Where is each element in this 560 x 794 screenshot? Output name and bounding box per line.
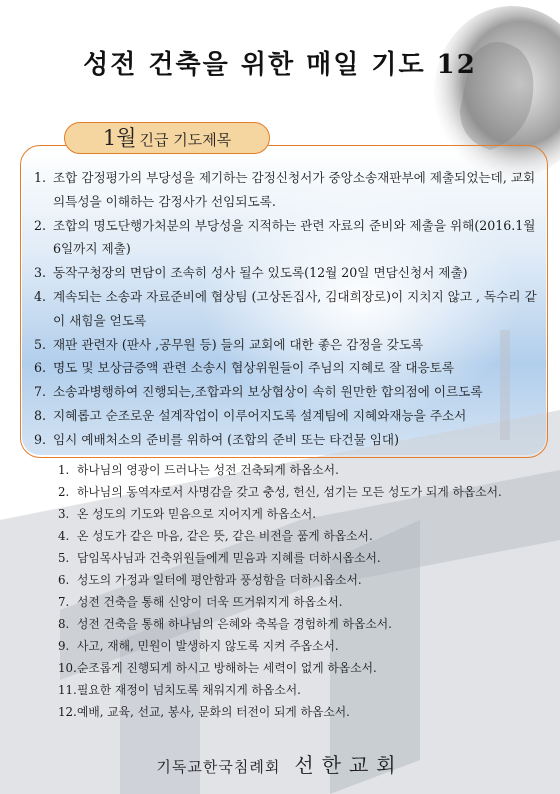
item-number: 2.: [34, 217, 47, 233]
item-number: 6.: [58, 573, 70, 587]
daily-prayer-list: [58, 459, 542, 723]
daily-item: [58, 525, 542, 547]
item-number: 10.: [58, 661, 77, 675]
church-name: 선한교회: [294, 753, 404, 777]
daily-item: [58, 503, 542, 525]
item-number: 2.: [58, 485, 70, 499]
item-number: 3.: [58, 507, 70, 521]
urgent-item: [34, 261, 544, 285]
item-number: 12.: [58, 705, 77, 719]
denomination-name: 기독교한국침례회: [156, 758, 281, 776]
item-text: 지혜롭고 순조로운 설계작업이 이루어지도록 설계팀에 지혜와재능을 주소서: [53, 407, 467, 423]
item-text: 성전 건축을 통해 신앙이 더욱 뜨거워지게 하옵소서.: [77, 595, 343, 609]
item-number: 3.: [34, 265, 47, 281]
item-number: 9.: [34, 431, 47, 447]
urgent-item: [34, 166, 544, 214]
item-number: 5.: [34, 336, 47, 352]
church-signature: [0, 749, 560, 778]
item-text: 예배, 교육, 선교, 봉사, 문화의 터전이 되게 하옵소서.: [77, 705, 350, 719]
urgent-prayer-list: [34, 166, 544, 452]
daily-item: [58, 591, 542, 613]
daily-item: [58, 547, 542, 569]
item-number: 4.: [58, 529, 70, 543]
item-number: 5.: [58, 551, 70, 565]
daily-item: [58, 613, 542, 635]
item-text: 하나님의 영광이 드러나는 성전 건축되게 하옵소서.: [77, 463, 339, 477]
item-text: 필요한 재정이 넘치도록 채워지게 하옵소서.: [77, 683, 301, 697]
daily-item: [58, 569, 542, 591]
item-text: 동작구청장의 면담이 조속히 성사 될수 있도록(12월 20일 면담신청서 제출): [53, 265, 468, 281]
urgent-item: [34, 333, 544, 357]
item-text: 명도 및 보상금증액 관련 소송시 협상위원들이 주님의 지혜로 잘 대응토록: [53, 360, 454, 376]
item-number: 9.: [58, 639, 70, 653]
urgent-item: [34, 356, 544, 380]
item-text: 온 성도가 같은 마음, 같은 뜻, 같은 비전을 품게 하옵소서.: [77, 529, 373, 543]
daily-item: [58, 481, 542, 503]
item-number: 1.: [34, 170, 47, 185]
item-text: 임시 예배처소의 준비를 위하여 (조합의 준비 또는 타건물 임대): [53, 431, 399, 447]
tab-month: 1월: [102, 126, 137, 150]
item-number: 8.: [58, 617, 70, 631]
item-number: 1.: [58, 463, 70, 477]
item-text: 하나님의 동역자로서 사명감을 갖고 충성, 헌신, 섬기는 모든 성도가 되게 하옵소서.: [77, 485, 502, 499]
item-number: 7.: [58, 595, 70, 609]
item-number: 6.: [34, 360, 47, 376]
item-text: 담임목사님과 건축위원들에게 믿음과 지혜를 더하시옵소서.: [77, 551, 381, 565]
item-text: 계속되는 소송과 자료준비에 협상팀 (고상돈집사, 김대희장로)이 지치지 않고 , 독수리 같이 새힘을 얻도록: [53, 288, 537, 328]
daily-item: [58, 635, 542, 657]
item-text: 소송과병행하여 진행되는,조합과의 보상협상이 속히 원만한 합의점에 이르도록: [53, 384, 483, 400]
daily-item: [58, 701, 542, 723]
item-number: 8.: [34, 407, 47, 423]
urgent-item: [34, 380, 544, 404]
item-text: 재판 관련자 (판사 ,공무원 등) 들의 교회에 대한 좋은 감정을 갖도록: [53, 336, 424, 352]
tab-label: 긴급 기도제목: [139, 131, 232, 149]
item-text: 온 성도의 기도와 믿음으로 지어지게 하옵소서.: [77, 507, 317, 521]
urgent-prayer-tab: [64, 122, 270, 154]
item-text: 성전 건축을 통해 하나님의 은혜와 축복을 경험하게 하옵소서.: [77, 617, 392, 631]
urgent-item: [34, 404, 544, 428]
item-number: 7.: [34, 384, 47, 400]
item-text: 성도의 가정과 일터에 평안함과 풍성함을 더하시옵소서.: [77, 573, 362, 587]
daily-item: [58, 459, 542, 481]
urgent-item: [34, 214, 544, 262]
daily-item: [58, 679, 542, 701]
item-number: 11.: [58, 683, 77, 697]
item-text: 사고, 재해, 민원이 발생하지 않도록 지켜 주옵소서.: [77, 639, 339, 653]
page-title: 성전 건축을 위한 매일 기도 12: [83, 50, 477, 80]
item-number: 4.: [34, 288, 47, 304]
item-text: 조합의 명도단행가처분의 부당성을 지적하는 관련 자료의 준비와 제출을 위해(2016.1월 6일까지 제출): [53, 217, 536, 257]
item-text: 순조롭게 진행되게 하시고 방해하는 세력이 없게 하옵소서.: [77, 661, 377, 675]
urgent-item: [34, 285, 544, 333]
urgent-item: [34, 428, 544, 452]
item-text: 조합 감정평가의 부당성을 제기하는 감정신청서가 중앙소송재판부에 제출되었는데, 교회의특성을 이해하는 감정사가 선임되도록.: [53, 170, 536, 209]
daily-item: [58, 657, 542, 679]
